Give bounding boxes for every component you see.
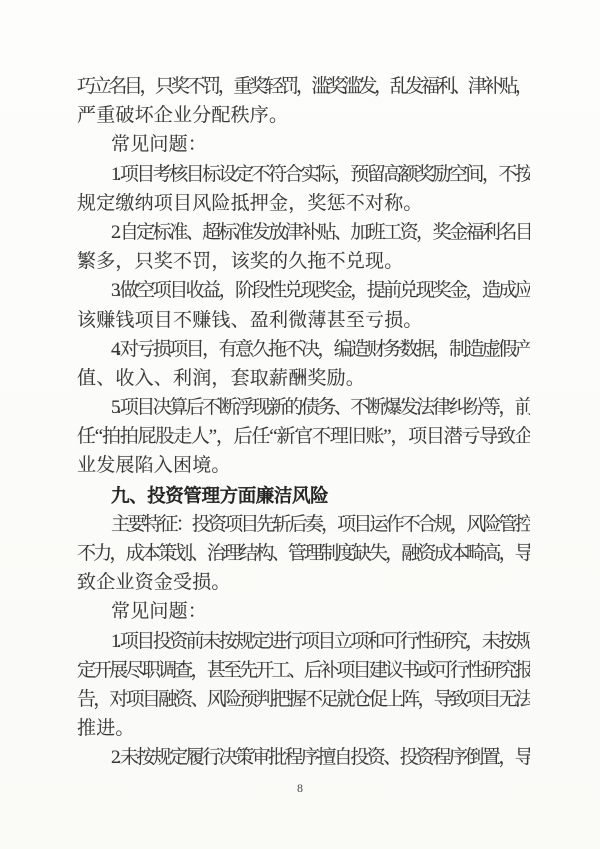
text-line: 致企业资金受损。: [77, 572, 231, 594]
text-line: 告，对项目融资、风险预判把握不足就仓促上阵，导致项目无法: [77, 688, 530, 710]
text-line: 不力，成本策划、治理结构、管理制度缺失，融资成本畸高，导: [77, 543, 530, 564]
text-line: 该赚钱项目不赚钱、盈利微薄甚至亏损。: [77, 309, 423, 331]
text-line: 繁多，只奖不罚，该奖的久拖不兑现。: [77, 251, 404, 273]
section-heading: 九、投资管理方面廉洁风险: [111, 484, 329, 506]
text-line: 主要特征：投资项目先斩后奏，项目运作不合规，风险管控: [111, 513, 530, 535]
text-line: 严重破坏企业分配秩序。: [77, 105, 289, 127]
text-line: 定开展尽职调查，甚至先开工、后补项目建议书或可行性研究报: [77, 659, 530, 681]
text-line: 3. 做空项目收益，阶段性兑现奖金，提前兑现奖金，造成应: [111, 280, 530, 302]
text-line: 值、收入、利润，套取薪酬奖励。: [77, 367, 366, 389]
page-number: 8: [297, 781, 303, 795]
text-line: 常见问题：: [111, 601, 208, 623]
text-line: 5. 项目决算后不断浮现新的债务、不断爆发法律纠纷等，前: [111, 397, 530, 419]
page-footer: [0, 780, 600, 796]
text-line: 1. 项目考核目标设定不符合实际，预留高额奖励空间，不按: [111, 163, 530, 185]
text-line: 2. 自定标准、超标准发放津补贴、加班工资，奖金福利名目: [111, 221, 530, 243]
text-line: 4. 对亏损项目，有意久拖不决，编造财务数据，制造虚假产: [111, 338, 530, 360]
text-line: 1. 项目投资前未按规定进行项目立项和可行性研究，未按规: [111, 630, 530, 652]
text-line: 规定缴纳项目风险抵押金，奖惩不对称。: [77, 192, 423, 214]
text-line: 业发展陷入困境。: [77, 455, 231, 477]
text-line: 巧立名目，只奖不罚，重奖轻罚，滥奖滥发，乱发福利、津补贴，: [77, 76, 530, 97]
text-line: 推进。: [77, 718, 135, 740]
text-line: 任“拍拍屁股走人”，后任“新官不理旧账”，项目潜亏导致企: [77, 426, 530, 448]
text-line: 2. 未按规定履行决策审批程序擅自投资、投资程序倒置，导: [111, 747, 530, 769]
document-body: [77, 72, 530, 773]
text-line: 常见问题：: [111, 134, 208, 156]
